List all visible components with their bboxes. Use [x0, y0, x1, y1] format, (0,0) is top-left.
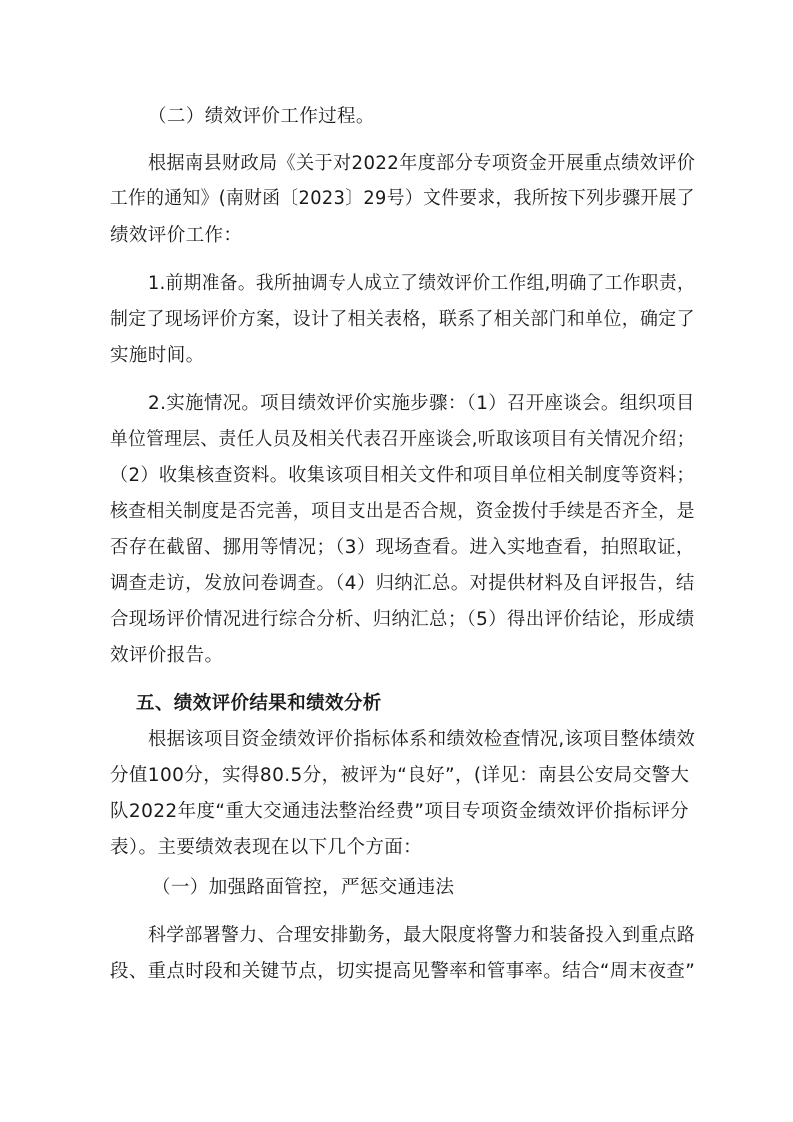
paragraph-line: 1.前期准备。我所抽调专人成立了绩效评价工作组,明确了工作职责， — [148, 273, 696, 294]
paragraph-line: 段、重点时段和关键节点，切实提高见警率和管事率。结合“周末夜查” — [110, 961, 696, 982]
paragraph-line: 根据南县财政局《关于对2022年度部分专项资金开展重点绩效评价 — [148, 153, 696, 174]
paragraph-line: 单位管理层、责任人员及相关代表召开座谈会,听取该项目有关情况介绍； — [110, 429, 695, 450]
paragraph-line: 制定了现场评价方案，设计了相关表格，联系了相关部门和单位，确定了 — [110, 309, 695, 330]
paragraph-line: 表）。主要绩效表现在以下几个方面： — [110, 837, 423, 858]
paragraph-line: 核查相关制度是否完善，项目支出是否合规，资金拨付手续是否齐全，是 — [110, 501, 695, 522]
subsection-heading-process: （二）绩效评价工作过程。 — [148, 106, 375, 127]
section-heading-results: 五、绩效评价结果和绩效分析 — [136, 693, 382, 714]
paragraph-line: 调查走访，发放问卷调查。（4）归纳汇总。对提供材料及自评报告，结 — [110, 573, 695, 594]
subsection-heading-road-control: （一）加强路面管控，严惩交通违法 — [152, 877, 455, 898]
paragraph-line: 工作的通知》(南财函〔2023〕29号）文件要求，我所按下列步骤开展了 — [110, 188, 695, 209]
paragraph-line: 否存在截留、挪用等情况；（3）现场查看。进入实地查看，拍照取证， — [110, 537, 695, 558]
paragraph-line: （2）收集核查资料。收集该项目相关文件和项目单位相关制度等资料； — [110, 465, 695, 486]
paragraph-line: 根据该项目资金绩效评价指标体系和绩效检查情况,该项目整体绩效 — [148, 729, 696, 750]
paragraph-line: 队2022年度“重大交通违法整治经费”项目专项资金绩效评价指标评分 — [110, 801, 689, 822]
paragraph-line: 实施时间。 — [110, 345, 205, 366]
paragraph-line: 效评价报告。 — [110, 645, 224, 666]
paragraph-line: 合现场评价情况进行综合分析、归纳汇总；（5）得出评价结论，形成绩 — [110, 609, 695, 630]
paragraph-line: 科学部署警力、合理安排勤务，最大限度将警力和装备投入到重点路 — [148, 925, 696, 946]
paragraph-line: 绩效评价工作： — [110, 225, 243, 246]
paragraph-line: 分值100分，实得80.5分，被评为“良好”，(详见：南县公安局交警大 — [110, 765, 690, 786]
paragraph-line: 2.实施情况。项目绩效评价实施步骤：（1）召开座谈会。组织项目 — [148, 393, 695, 414]
